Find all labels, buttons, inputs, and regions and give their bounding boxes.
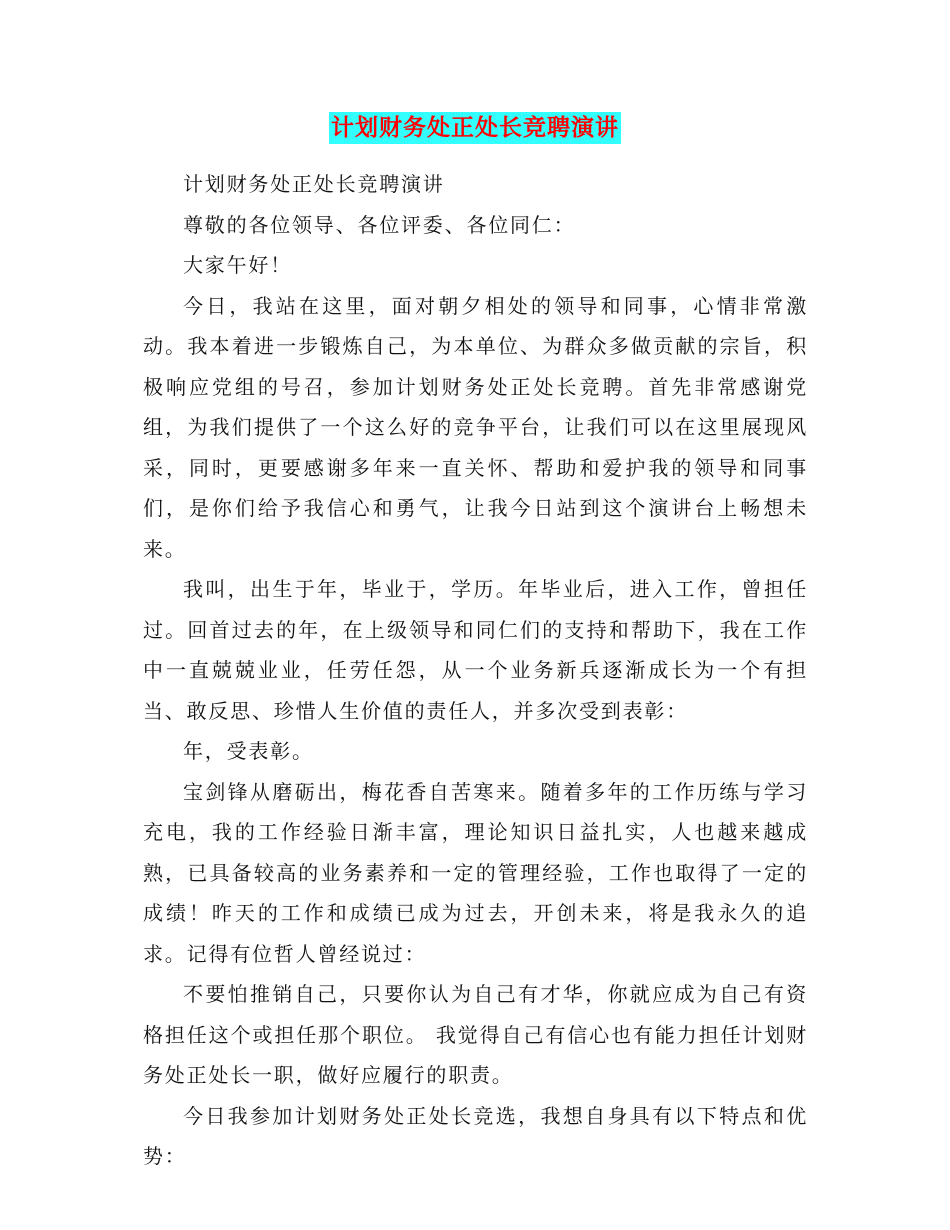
paragraph-advantages: 今日我参加计划财务处正处长竞选，我想自身具有以下特点和优势： xyxy=(143,1103,808,1168)
paragraph-experience: 宝剑锋从磨砺出，梅花香自苦寒来。随着多年的工作历练与学习充电，我的工作经验日渐丰富，理论知识日益扎实，人也越来越成熟，已具备较高的业务素养和一定的管理经验，工作也取得了一定的成绩！昨天的工作和成绩已成为过去，开创未来，将是我永久的追求。记得有位哲人曾经说过： xyxy=(143,779,808,966)
paragraph-quote: 不要怕推销自己，只要你认为自己有才华，你就应成为自己有资格担任这个或担任那个职位。 我觉得自己有信心也有能力担任计划财务处正处长一职，做好应履行的职责。 xyxy=(143,982,808,1087)
paragraph-greeting: 大家午好！ xyxy=(183,253,292,277)
document-title: 计划财务处正处长竞聘演讲 xyxy=(329,112,621,144)
paragraph-self-introduction: 我叫，出生于年，毕业于，学历。年毕业后，进入工作，曾担任过。回首过去的年，在上级领导和同仁们的支持和帮助下，我在工作中一直兢兢业业，任劳任怨，从一个业务新兵逐渐成长为一个有担当、敢反思、珍惜人生价值的责任人，并多次受到表彰： xyxy=(143,577,808,723)
paragraph-opening: 今日，我站在这里，面对朝夕相处的领导和同事，心情非常激动。我本着进一步锻炼自己，为本单位、为群众多做贡献的宗旨，积极响应党组的号召，参加计划财务处正处长竞聘。首先非常感谢党组，为我们提供了一个这么好的竞争平台，让我们可以在这里展现风采，同时，更要感谢多年来一直关怀、帮助和爱护我的领导和同事们，是你们给予我信心和勇气，让我今日站到这个演讲台上畅想未来。 xyxy=(143,293,808,561)
paragraph-commendation: 年，受表彰。 xyxy=(183,739,314,763)
title-container xyxy=(0,112,950,144)
paragraph-subtitle: 计划财务处正处长竞聘演讲 xyxy=(183,172,445,196)
document-body xyxy=(143,164,808,1177)
paragraph-salutation: 尊敬的各位领导、各位评委、各位同仁： xyxy=(183,212,576,237)
